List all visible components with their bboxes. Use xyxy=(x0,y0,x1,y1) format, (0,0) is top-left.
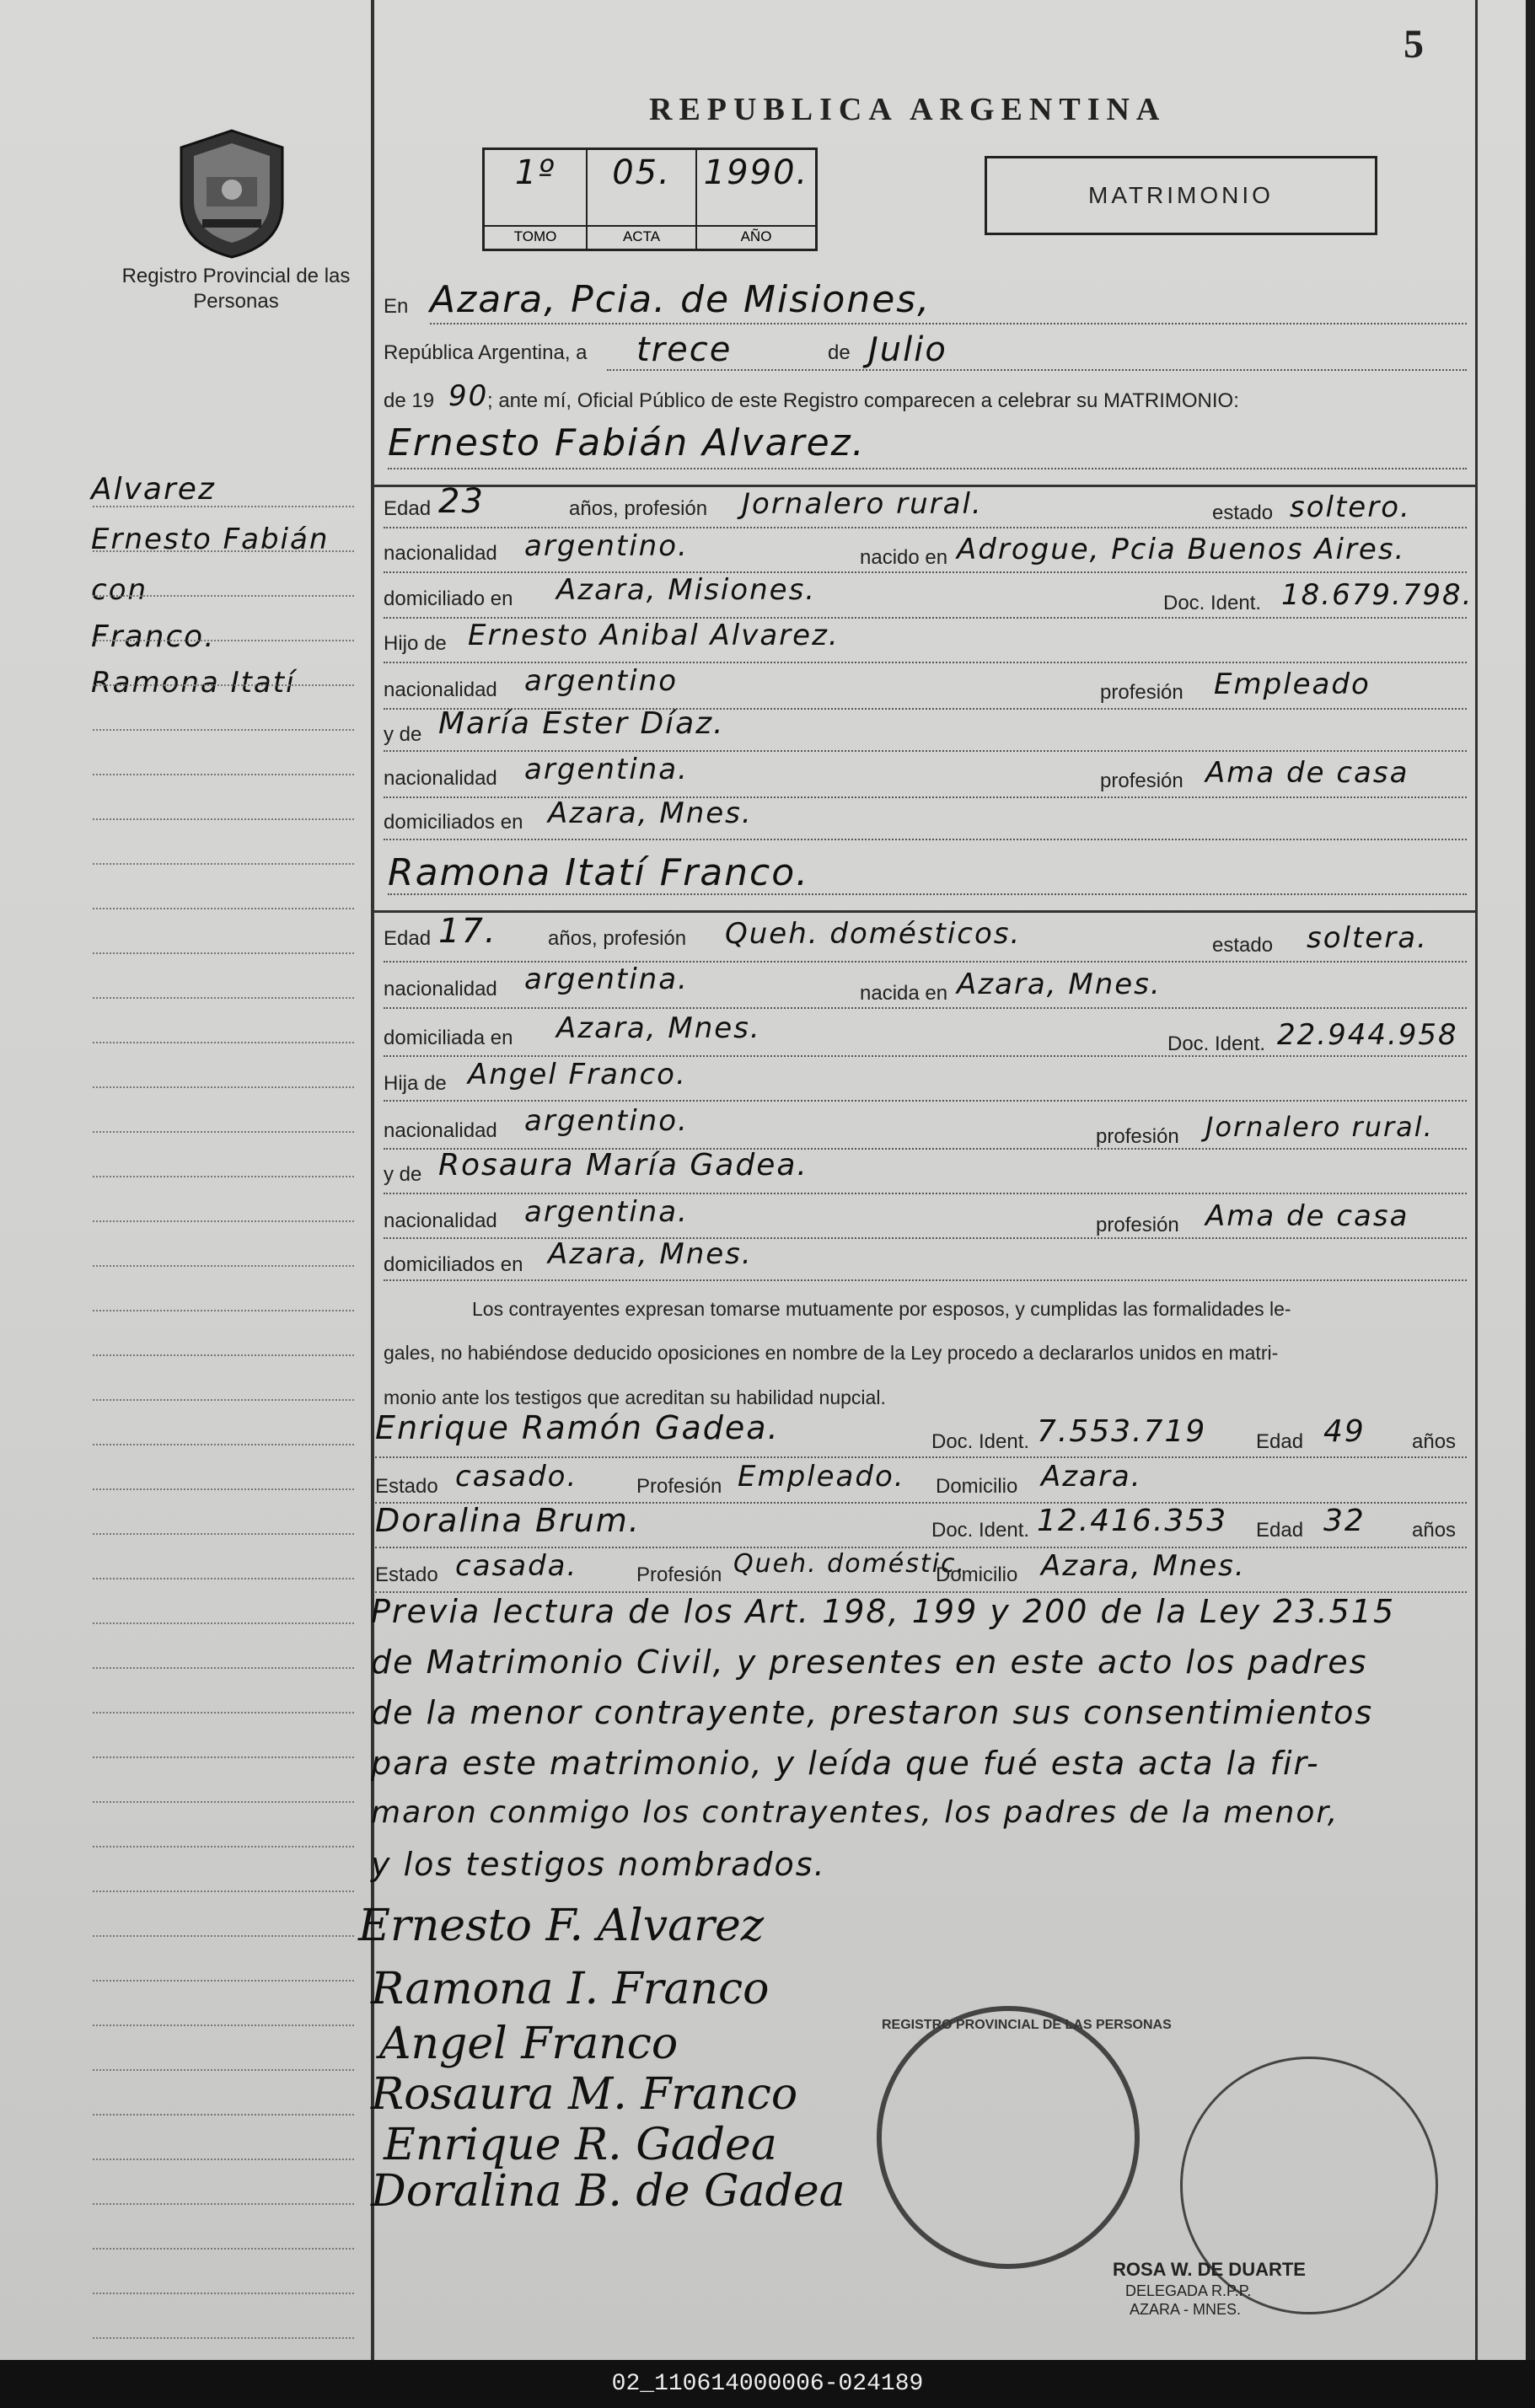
country-title: REPUBLICA ARGENTINA xyxy=(649,92,1167,127)
bride-hija-label: Hija de xyxy=(384,1072,447,1095)
margin-note-4: Franco. xyxy=(91,619,216,654)
margin-ruled-line xyxy=(93,1935,354,1937)
margin-ruled-line xyxy=(93,729,354,731)
groom-madre-prof-label: profesión xyxy=(1100,770,1183,792)
witness-2-line xyxy=(375,1547,1467,1548)
bride-padres-dom-label: domiciliados en xyxy=(384,1253,523,1276)
witness-1-edad-label: Edad xyxy=(1256,1430,1304,1453)
official-seal-sub-1: DELEGADA R.P.P. xyxy=(1125,2282,1252,2299)
groom-anios-label: años, profesión xyxy=(569,497,708,520)
registry-stamp xyxy=(877,2006,1172,2269)
margin-ruled-line xyxy=(93,2337,354,2339)
witness-2-edad-label: Edad xyxy=(1256,1519,1304,1542)
declaration-line-3: monio ante los testigos que acreditan su habilidad nupcial. xyxy=(384,1386,886,1408)
bride-madre: Rosaura María Gadea. xyxy=(438,1148,808,1183)
groom-madre-line xyxy=(384,750,1467,752)
bride-padre-prof: Jornalero rural. xyxy=(1205,1111,1434,1143)
bride-padres-dom-line xyxy=(384,1279,1467,1281)
groom-estado-label: estado xyxy=(1212,501,1274,524)
margin-ruled-line xyxy=(93,684,354,686)
signature-bride-father: Angel Franco xyxy=(379,2019,679,2069)
bride-estado-label: estado xyxy=(1212,934,1274,957)
groom-hijo-label: Hijo de xyxy=(384,632,447,655)
declaration-line-2: gales, no habiéndose deducido oposiciones en nombre de la Ley procedo a declararlos unidos en matri- xyxy=(384,1342,1279,1364)
margin-ruled-line xyxy=(93,1622,354,1624)
witness-1-estado-label: Estado xyxy=(375,1475,438,1498)
margin-ruled-line xyxy=(93,2293,354,2294)
margin-note-1: Alvarez xyxy=(91,472,216,507)
groom-madre: María Ester Díaz. xyxy=(438,706,725,741)
footer-code: 02_110614000006-024189 xyxy=(0,2360,1535,2408)
witness-1-prof-label: Profesión xyxy=(636,1475,722,1498)
margin-ruled-line xyxy=(93,1801,354,1803)
margin-ruled-line xyxy=(93,1176,354,1177)
margin-ruled-line xyxy=(93,1488,354,1490)
witness-1-edad: 49 xyxy=(1323,1414,1366,1449)
margin-ruled-line xyxy=(93,1578,354,1579)
day-value: trece xyxy=(636,330,733,369)
witness-2-dom-label: Domicilio xyxy=(936,1563,1018,1586)
margin-ruled-line xyxy=(93,1399,354,1401)
bride-doc-label: Doc. Ident. xyxy=(1167,1032,1266,1055)
margin-ruled-line xyxy=(93,640,354,641)
margin-ruled-line xyxy=(93,550,354,552)
groom-madre-prof: Ama de casa xyxy=(1205,756,1409,790)
month-value: Julio xyxy=(868,330,947,369)
witness-2-profesion: Queh. doméstic. xyxy=(733,1549,967,1579)
bride-madre-line xyxy=(384,1193,1467,1194)
groom-dom-label: domiciliado en xyxy=(384,587,513,610)
registry-name: Registro Provincial de las Personas xyxy=(121,265,351,313)
bride-madre-prof: Ama de casa xyxy=(1205,1199,1409,1233)
official-seal-name: ROSA W. DE DUARTE xyxy=(1113,2259,1306,2280)
bride-nacionalidad: argentina. xyxy=(524,963,689,996)
witness-1-doc: 7.553.719 xyxy=(1037,1414,1207,1449)
margin-ruled-line xyxy=(93,595,354,597)
right-border xyxy=(1475,0,1478,2360)
margin-ruled-line xyxy=(93,2069,354,2071)
margin-ruled-line xyxy=(93,506,354,507)
official-seal-sub-2: AZARA - MNES. xyxy=(1130,2301,1242,2318)
acta-label: ACTA xyxy=(588,225,695,245)
page-number: 5 xyxy=(1404,22,1424,67)
note-line-6: y los testigos nombrados. xyxy=(371,1846,826,1883)
bride-padre-prof-label: profesión xyxy=(1096,1125,1179,1148)
witness-1-profesion: Empleado. xyxy=(738,1460,905,1494)
bride-padre-nac-label: nacionalidad xyxy=(384,1119,497,1142)
margin-ruled-line xyxy=(93,774,354,775)
bride-edad: 17. xyxy=(438,912,497,951)
groom-nac-line xyxy=(384,571,1467,573)
groom-padre-nac-label: nacionalidad xyxy=(384,678,497,701)
margin-ruled-line xyxy=(93,1712,354,1713)
bride-edad-label: Edad xyxy=(384,927,432,950)
signature-bride-mother: Rosaura M. Franco xyxy=(371,2069,798,2120)
groom-doc-label: Doc. Ident. xyxy=(1163,592,1262,614)
groom-madre-nac: argentina. xyxy=(524,753,689,786)
margin-note-3: con xyxy=(91,573,148,607)
bride-name-line xyxy=(388,893,1467,895)
signature-witness-1: Enrique R. Gadea xyxy=(384,2120,777,2170)
bride-madre-nac-line xyxy=(384,1237,1467,1239)
groom-name: Ernesto Fabián Alvarez. xyxy=(388,421,866,464)
groom-name-line xyxy=(388,468,1467,469)
ante-text: ; ante mí, Oficial Público de este Registro comparecen a celebrar su MATRIMONIO: xyxy=(487,389,1239,412)
de-label: de xyxy=(828,341,851,364)
margin-ruled-line xyxy=(93,1310,354,1311)
tomo-label: TOMO xyxy=(485,225,586,245)
witness-2-edad: 32 xyxy=(1323,1504,1366,1538)
witness-1-name: Enrique Ramón Gadea. xyxy=(375,1409,780,1446)
margin-ruled-line xyxy=(93,1265,354,1267)
anio-value: 1990. xyxy=(703,153,809,192)
bride-nac-line xyxy=(384,1007,1467,1009)
anio-label: AÑO xyxy=(697,225,815,245)
margin-note-5: Ramona Itatí xyxy=(91,666,296,700)
bride-dom-line xyxy=(384,1055,1467,1057)
bride-estado: soltera. xyxy=(1307,921,1428,955)
date-line xyxy=(607,369,1467,371)
margin-ruled-line xyxy=(93,1667,354,1669)
groom-padres-dom-line xyxy=(384,839,1467,840)
margin-ruled-line xyxy=(93,1086,354,1088)
witness-1-doc-label: Doc. Ident. xyxy=(931,1430,1030,1453)
margin-ruled-line xyxy=(93,1220,354,1222)
margin-ruled-line xyxy=(93,1890,354,1892)
groom-padre-prof-label: profesión xyxy=(1100,681,1183,704)
witness-1-anios-label: años xyxy=(1412,1430,1457,1453)
note-line-2: de Matrimonio Civil, y presentes en este acto los padres xyxy=(371,1644,1368,1681)
witness-2-prof-label: Profesión xyxy=(636,1563,722,1586)
bride-dom-label: domiciliada en xyxy=(384,1027,513,1049)
groom-padre: Ernesto Anibal Alvarez. xyxy=(468,619,840,652)
declaration-line-1: Los contrayentes expresan tomarse mutuamente por esposos, y cumplidas las formalidades le- xyxy=(472,1298,1291,1320)
margin-ruled-line xyxy=(93,1354,354,1356)
bride-doc: 22.944.958 xyxy=(1277,1018,1458,1052)
bride-domicilio: Azara, Mnes. xyxy=(556,1011,761,1045)
acta-cell xyxy=(588,150,697,249)
witness-1-dom-label: Domicilio xyxy=(936,1475,1018,1498)
groom-padre-nac: argentino xyxy=(524,664,678,698)
margin-ruled-line xyxy=(93,1846,354,1848)
groom-profesion: Jornalero rural. xyxy=(742,487,983,521)
margin-ruled-line xyxy=(93,2114,354,2116)
witness-1-domicilio: Azara. xyxy=(1041,1460,1142,1494)
witness-1-line xyxy=(375,1456,1467,1458)
margin-ruled-line xyxy=(93,2159,354,2160)
bride-divider xyxy=(373,910,1478,913)
coat-of-arms-icon xyxy=(173,126,291,261)
margin-ruled-line xyxy=(93,1131,354,1133)
witness-2-estado: casada. xyxy=(455,1549,578,1583)
margin-ruled-line xyxy=(93,1444,354,1445)
witness-2-domicilio: Azara, Mnes. xyxy=(1041,1549,1246,1583)
bride-name: Ramona Itatí Franco. xyxy=(388,851,810,894)
witness-2-estado-label: Estado xyxy=(375,1563,438,1586)
note-line-5: maron conmigo los contrayentes, los padres de la menor, xyxy=(371,1795,1339,1830)
groom-domicilio: Azara, Misiones. xyxy=(556,573,817,607)
act-type-box: MATRIMONIO xyxy=(985,156,1377,235)
margin-ruled-line xyxy=(93,818,354,820)
margin-ruled-line xyxy=(93,863,354,865)
groom-doc: 18.679.798. xyxy=(1281,578,1473,612)
place-value: Azara, Pcia. de Misiones, xyxy=(430,278,931,321)
note-line-4: para este matrimonio, y leída que fué esta acta la fir- xyxy=(371,1745,1320,1782)
groom-ymadre-label: y de xyxy=(384,723,422,746)
groom-edad: 23 xyxy=(438,482,485,521)
note-line-3: de la menor contrayente, prestaron sus consentimientos xyxy=(371,1694,1374,1731)
signature-bride: Ramona I. Franco xyxy=(371,1964,770,2014)
groom-nacionalidad: argentino. xyxy=(524,529,689,563)
groom-madre-nac-label: nacionalidad xyxy=(384,767,497,790)
margin-ruled-line xyxy=(93,1533,354,1535)
bride-padre-nac: argentino. xyxy=(524,1104,689,1138)
groom-padres-dom: Azara, Mnes. xyxy=(548,796,753,830)
witness-2-name: Doralina Brum. xyxy=(375,1502,641,1539)
margin-ruled-line xyxy=(93,2248,354,2250)
groom-edad-line xyxy=(384,527,1467,528)
witness-1-estado: casado. xyxy=(455,1460,578,1494)
margin-ruled-line xyxy=(93,1980,354,1982)
anio-cell xyxy=(697,150,815,249)
groom-padres-dom-label: domiciliados en xyxy=(384,811,523,834)
margin-ruled-line xyxy=(93,997,354,999)
acta-value: 05. xyxy=(612,153,671,192)
bride-madre-prof-label: profesión xyxy=(1096,1214,1179,1236)
year-suffix: 90 xyxy=(448,379,489,413)
bride-anios-label: años, profesión xyxy=(548,927,687,950)
bride-madre-nac-label: nacionalidad xyxy=(384,1209,497,1232)
signature-groom: Ernesto F. Alvarez xyxy=(358,1901,765,1951)
margin-ruled-line xyxy=(93,2025,354,2026)
witness-2-doc-label: Doc. Ident. xyxy=(931,1519,1030,1542)
margin-note-2: Ernesto Fabián xyxy=(91,523,330,556)
bride-nacida-label: nacida en xyxy=(860,982,948,1005)
tomo-value: 1º xyxy=(514,153,556,192)
bride-ymadre-label: y de xyxy=(384,1163,422,1186)
margin-ruled-line xyxy=(93,1756,354,1758)
note-line-1: Previa lectura de los Art. 198, 199 y 200 de la Ley 23.515 xyxy=(371,1593,1396,1630)
groom-edad-label: Edad xyxy=(384,497,432,520)
republica-label: República Argentina, a xyxy=(384,341,588,364)
groom-nacido: Adrogue, Pcia Buenos Aires. xyxy=(957,533,1406,566)
witness-2-anios-label: años xyxy=(1412,1519,1457,1542)
bride-profesion: Queh. domésticos. xyxy=(725,917,1022,951)
year-prefix: de 19 xyxy=(384,389,435,412)
tomo-cell xyxy=(485,150,588,249)
bride-madre-nac: argentina. xyxy=(524,1195,689,1229)
bride-padres-dom: Azara, Mnes. xyxy=(548,1237,753,1271)
record-number-box xyxy=(482,147,818,251)
margin-ruled-line xyxy=(93,1042,354,1043)
groom-nacido-label: nacido en xyxy=(860,546,948,569)
bride-hija-line xyxy=(384,1100,1467,1102)
groom-hijo-line xyxy=(384,662,1467,663)
place-line xyxy=(430,323,1467,324)
bride-padre: Angel Franco. xyxy=(468,1058,687,1091)
groom-padre-prof: Empleado xyxy=(1214,668,1371,701)
margin-ruled-line xyxy=(93,952,354,954)
en-label: En xyxy=(384,295,409,318)
stamp-ring-text: REGISTRO PROVINCIAL DE LAS PERSONAS xyxy=(882,2018,1172,2032)
witness-2-doc: 12.416.353 xyxy=(1037,1504,1228,1538)
margin-ruled-line xyxy=(93,908,354,909)
bride-nac-label: nacionalidad xyxy=(384,978,497,1000)
signature-witness-2: Doralina B. de Gadea xyxy=(371,2166,845,2217)
groom-nac-label: nacionalidad xyxy=(384,542,497,565)
bride-nacida: Azara, Mnes. xyxy=(957,968,1162,1001)
groom-estado: soltero. xyxy=(1290,491,1411,524)
groom-madre-nac-line xyxy=(384,796,1467,798)
margin-ruled-line xyxy=(93,2203,354,2205)
